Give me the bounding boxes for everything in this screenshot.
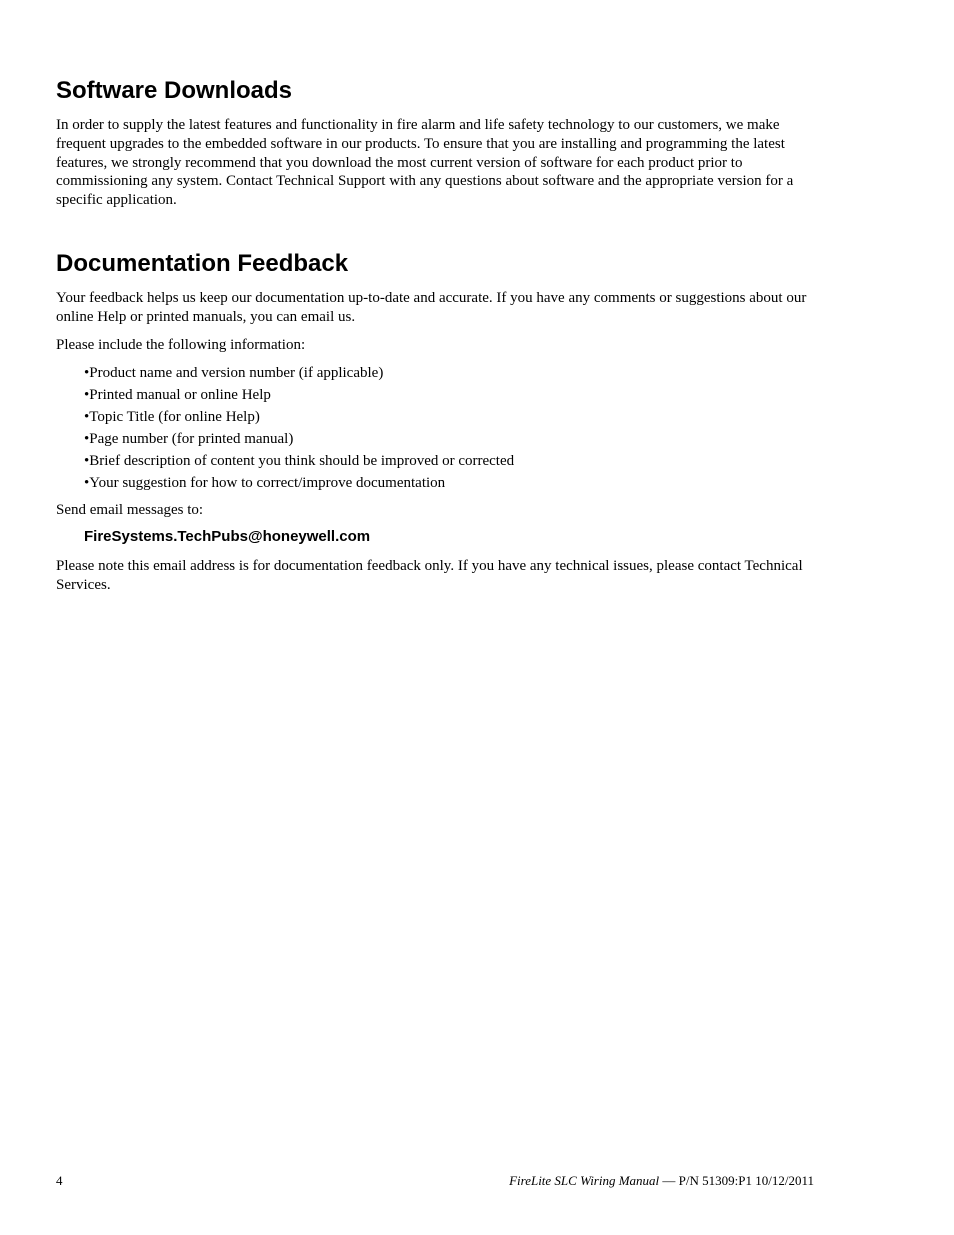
list-item: •Page number (for printed manual) bbox=[84, 430, 294, 447]
list-item: •Your suggestion for how to correct/improve documentation bbox=[84, 474, 446, 491]
list-item: •Product name and version number (if applicable) bbox=[84, 365, 384, 381]
feedback-intro-paragraph: Your feedback helps us keep our documentation up-to-date and accurate. If you have any comments or suggestions about our online Help or printed manuals, you can email us. bbox=[56, 290, 807, 325]
list-item: •Topic Title (for online Help) bbox=[84, 408, 260, 425]
manual-title: FireLite SLC Wiring Manual bbox=[509, 1173, 660, 1188]
page-number: 4 bbox=[56, 1173, 63, 1188]
feedback-email-address[interactable]: FireSystems.TechPubs@honeywell.com bbox=[84, 528, 371, 545]
documentation-feedback-heading: Documentation Feedback bbox=[56, 250, 349, 277]
list-item: •Printed manual or online Help bbox=[84, 386, 271, 403]
feedback-info-list bbox=[84, 363, 514, 494]
software-downloads-paragraph: In order to supply the latest features and functionality in fire alarm and life safety technology to our customers, we make frequent upgrades to the embedded software in our products. To ensure that you are installing and programming the latest features, we strongly recommend that you download the most current version of software for each product prior to commissioning any system. Contact Technical Support with any questions about software and the appropriate version for a specific application. bbox=[56, 117, 794, 209]
feedback-note-paragraph: Please note this email address is for documentation feedback only. If you have any technical issues, please contact Technical Services. bbox=[56, 558, 803, 593]
document-reference bbox=[509, 1173, 814, 1189]
include-info-paragraph: Please include the following information: bbox=[56, 337, 306, 353]
software-downloads-heading: Software Downloads bbox=[56, 77, 293, 104]
send-email-label: Send email messages to: bbox=[56, 502, 204, 518]
part-number-date: — P/N 51309:P1 10/12/2011 bbox=[659, 1173, 814, 1188]
list-item: •Brief description of content you think should be improved or corrected bbox=[84, 452, 515, 469]
